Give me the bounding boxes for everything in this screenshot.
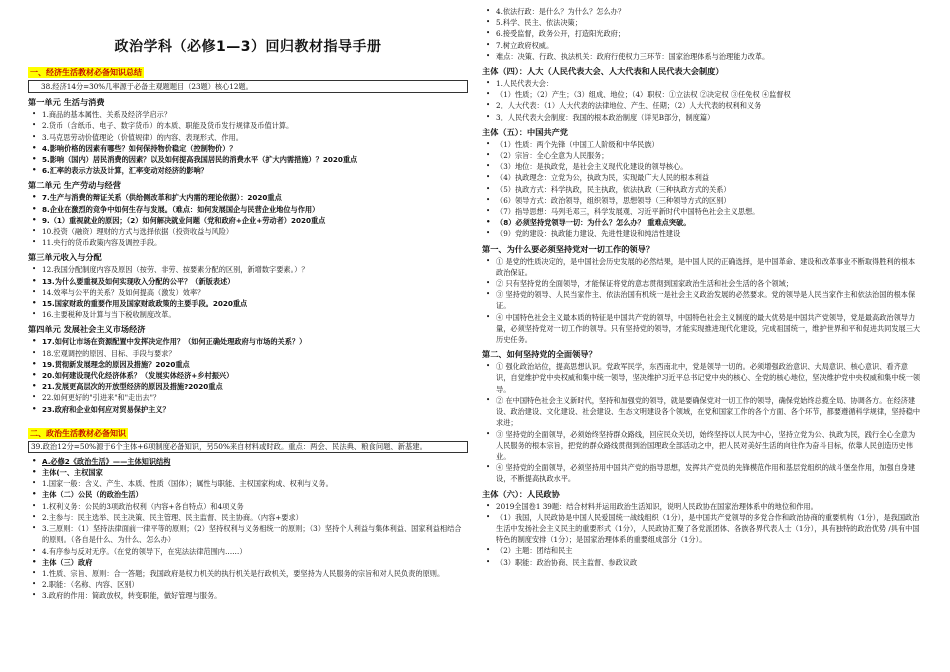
left-column bbox=[28, 0, 468, 602]
q1-answer-list bbox=[482, 256, 922, 346]
economy-summary-box bbox=[28, 80, 468, 93]
politics-summary-text: 39.政治12分=50%源于6个主体+6项制度必备知识，另50%来自材料或时政。重点：两会、民法典、粮食问题、新基建。 bbox=[31, 441, 427, 451]
economy-summary-text: 38.经济14分=30%几率源于必备主观题题目（23题）核心12题。 bbox=[41, 82, 253, 91]
list-item: • 7.树立政府权威。 bbox=[482, 40, 922, 51]
list-item: • 17.如何让市场在资源配置中发挥决定作用？（如何正确处理政府与市场的关系？） bbox=[28, 336, 468, 347]
list-item: • 6.汇率的表示方法及计算，汇率变动对经济的影响？ bbox=[28, 165, 468, 176]
list-item: • ④ 坚持党的全面领导，必须坚持用中国共产党的指导思想，发挥共产党员的先锋模范作用和基层党组织的战斗堡垒作用，加强自身建设，不断提高执政水平。 bbox=[482, 462, 922, 484]
unit4-list bbox=[28, 336, 468, 414]
section-heading-economy: 一、经济生活教材必备知识总结 bbox=[30, 68, 142, 77]
list-item: • 3.三原则：（1）坚持法律面前一律平等的原则；（2）坚持权利与义务相统一的原则；（3）坚持个人利益与集体利益、国家利益相结合的原则。（各自是什么、为什么、怎么办） bbox=[28, 523, 468, 545]
list-item: • 14.效率与公平的关系？及如何提高（激发）效率？ bbox=[28, 287, 468, 298]
politics-list bbox=[28, 456, 468, 602]
right-column bbox=[482, 6, 922, 568]
list-item: • ③ 坚持党的领导、人民当家作主、依法治国有机统一是社会主义政治发展的必然要求。党的领导是人民当家作主和依法治国的根本保证。 bbox=[482, 289, 922, 311]
list-item: • （1）性质；（2）产生；（3）组成、地位；（4）职权：①立法权 ②决定权 ③任免权 ④监督权 bbox=[482, 89, 922, 100]
list-item: • 19.贯彻新发展理念的原因及措施？2020重点 bbox=[28, 359, 468, 370]
list-item: • （7）指导思想：马列毛邓三，科学发展观、习近平新时代中国特色社会主义思想。 bbox=[482, 206, 922, 217]
unit-heading: 第二单元 生产劳动与经营 bbox=[28, 180, 121, 191]
list-item: • （2）主题：团结和民主 bbox=[482, 545, 922, 556]
list-item: • 1.权利义务：公民的3项政治权利（内容+各自特点）和4项义务 bbox=[28, 501, 468, 512]
government-continued-list bbox=[482, 6, 922, 62]
npc-list bbox=[482, 78, 922, 123]
list-item: • 8.企业在激烈的竞争中如何生存与发展。（难点：如何发展国企与民营企业地位与作用） bbox=[28, 204, 468, 215]
list-item: • 1.人民代表大会： bbox=[482, 78, 922, 89]
list-item: • 9.（1）重视就业的原因；（2）如何解决就业问题（党和政府+企业+劳动者）2020重点 bbox=[28, 215, 468, 226]
list-item: • 2.货币（含纸币、电子、数字货币）的本质、职能及货币发行规律及币值计算。 bbox=[28, 120, 468, 131]
list-item: • ① 是党的性质决定的，是中国社会历史发展的必然结果，是中国人民的正确选择，是中国革命、建设和改革事业不断取得胜利的根本政治保证。 bbox=[482, 256, 922, 278]
list-item: • 13.为什么要重视及如何实现收入分配的公平？（新版表述） bbox=[28, 276, 468, 287]
list-item: • A.必修2《政治生活》——主体知识结构 bbox=[28, 456, 468, 467]
question-heading: 第二、如何坚持党的全面领导？ bbox=[482, 349, 597, 360]
list-item: • 难点：决策、行政、执法机关：政府行使权力三环节：国家治理体系与治理能力改革。 bbox=[482, 51, 922, 62]
list-item: • ④ 中国特色社会主义最本质的特征是中国共产党的领导，中国特色社会主义制度的最大优势是中国共产党领导，党是最高政治领导力量，必须坚持党对一切工作的领导。只有坚持党的领导，才能实现推进现代化建设，完成祖国统一，维护世界和平和促进共同发展三大历史任务。 bbox=[482, 312, 922, 346]
list-item: • 21.发展更高层次的开放型经济的原因及措施?2020重点 bbox=[28, 381, 468, 392]
list-item: • 16.主要税种及计算与当下税收制度改革。 bbox=[28, 309, 468, 320]
list-item: • 23.政府和企业如何应对贸易保护主义？ bbox=[28, 404, 468, 415]
list-item: • 3.马克思劳动价值理论（价值规律）的内容、表现形式、作用。 bbox=[28, 132, 468, 143]
list-item: • 2．人大代表：（1）人大代表的法律地位、产生、任期；（2）人大代表的权利和义务 bbox=[482, 100, 922, 111]
list-item: • 4.影响价格的因素有哪些？如何保持物价稳定（控制物价）？ bbox=[28, 143, 468, 154]
subject-heading: 主体（六）：人民政协 bbox=[482, 488, 560, 499]
list-item: • 3.政府的作用：简政放权，转变职能，做好管理与服务。 bbox=[28, 590, 468, 601]
question-heading: 第一、为什么要必须坚持党对一切工作的领导？ bbox=[482, 243, 654, 254]
list-item: • 1.商品的基本属性、关系及经济学启示？ bbox=[28, 109, 468, 120]
list-item: • 1.性质、宗旨、原则：合一答题；我国政府是权力机关的执行机关是行政机关，要坚持为人民服务的宗旨和对人民负责的原则。 bbox=[28, 568, 468, 579]
list-item: • 18.宏观调控的原因、目标、手段与要求？ bbox=[28, 348, 468, 359]
list-item: • 6.接受监督，政务公开，打造阳光政府； bbox=[482, 28, 922, 39]
list-item: • ③ 坚持党的全面领导，必须始终坚持群众路线，回应民众关切，始终坚持以人民为中心，坚持立党为公、执政为民，践行全心全意为人民服务的根本宗旨，把党的群众路线贯彻到治国理政全部活动之中，把人民对美好生活的向往作为奋斗目标，依靠人民创造历史伟业。 bbox=[482, 429, 922, 463]
list-item: • ② 只有坚持党的全面领导，才能保证将党的意志贯彻到国家政治生活和社会生活的各个领域； bbox=[482, 278, 922, 289]
list-item: • 3．人民代表大会制度：我国的根本政治制度（详见B部分，制度篇） bbox=[482, 112, 922, 123]
list-item: • 2.职能：（名称、内容、区别） bbox=[28, 579, 468, 590]
list-item: • ① 强化政治站位，提高思想认识。党政军民学，东西南北中，党是领导一切的。必须增强政治意识、大局意识、核心意识、看齐意识，自觉维护党中央权威和集中统一领导，坚决维护习近平总书记党中央的核心、全党的核心地位，坚决维护党中央权威和集中统一领导。 bbox=[482, 361, 922, 395]
list-item: • ② 在中国特色社会主义新时代，坚持和加强党的领导，就是要确保党对一切工作的领导，确保党始终总揽全局、协调各方。在经济建设、政治建设、文化建设、社会建设、生态文明建设各个领域，在党和国家工作的各个方面、各个环节，都要遵循科学规律，坚持稳中求进； bbox=[482, 395, 922, 429]
list-item: • 主体（二）公民（的政治生活） bbox=[28, 489, 468, 500]
list-item: • （6）领导方式：政治领导，组织领导，思想领导（三种领导方式的区别） bbox=[482, 195, 922, 206]
list-item: • 12.我国分配制度内容及原因（按劳、非劳、按要素分配的区别，新增数字要素。）？ bbox=[28, 264, 468, 275]
list-item: • （1）我国，人民政协是中国人民爱国统一战线组织（1分），是中国共产党领导的多党合作和政治协商的重要机构（1分），是我国政治生活中发扬社会主义民主的重要形式（1分），人民政协汇聚了各党派团体、各族各界代表人士（1分），具有独特的政治优势 /具有中国特色的制度安排（1分）；是国家治理体系的重要组成部分（1分）。 bbox=[482, 512, 922, 546]
list-item: • 4.有序参与反对无序。（在党的领导下，在宪法法律范围内……） bbox=[28, 546, 468, 557]
subject-heading: 主体（五）：中国共产党 bbox=[482, 126, 568, 137]
subject-heading: 主体（四）：人大（人民代表大会、人大代表和人民代表大会制度） bbox=[482, 66, 724, 77]
unit2-list bbox=[28, 192, 468, 248]
list-item: • （3）地位：是执政党，是社会主义现代化建设的领导核心。 bbox=[482, 161, 922, 172]
page-title: 政治学科（必修1—3）回归教材指导手册 bbox=[114, 39, 382, 55]
unit1-list bbox=[28, 109, 468, 176]
list-item: • （4）执政理念：立党为公，执政为民，实现最广大人民的根本利益 bbox=[482, 172, 922, 183]
list-item: • 7.生产与消费的辩证关系（供给侧改革和扩大内需的理论依据）：2020重点 bbox=[28, 192, 468, 203]
list-item: • 5.影响（国内）居民消费的因素？以及如何提高我国居民的消费水平（扩大内需措施）？2020重点 bbox=[28, 154, 468, 165]
unit-heading: 第四单元 发展社会主义市场经济 bbox=[28, 324, 146, 335]
list-item: • （9）党的建设：执政能力建设、先进性建设和纯洁性建设 bbox=[482, 228, 922, 239]
list-item: • 1.国家一般：含义、产生、本质、性质（国体）；属性与职能、主权国家构成、权利与义务。 bbox=[28, 478, 468, 489]
list-item: • （3）职能：政治协商、民主监督、参政议政 bbox=[482, 557, 922, 568]
list-item: • 2019全国卷1 39题：结合材料并运用政治生活知识，说明人民政协在国家治理体系中的地位和作用。 bbox=[482, 501, 922, 512]
list-item: • 10.投资（融资）理财的方式与选择依据（投资收益与风险） bbox=[28, 226, 468, 237]
q2-answer-list bbox=[482, 361, 922, 484]
list-item: • （5）执政方式：科学执政，民主执政，依法执政（三种执政方式的关系） bbox=[482, 184, 922, 195]
list-item: • 4.依法行政：是什么？为什么？怎么办？ bbox=[482, 6, 922, 17]
list-item: • 主体（三）政府 bbox=[28, 557, 468, 568]
list-item: • （2）宗旨：全心全意为人民服务； bbox=[482, 150, 922, 161]
politics-summary-box bbox=[28, 441, 468, 453]
section-heading-politics: 二、政治生活教材必备知识 bbox=[30, 428, 126, 438]
list-item: • （8）必须坚持党领导一切：为什么？怎么办？ 重难点突破。 bbox=[482, 217, 922, 228]
list-item: • 主体(一、主权国家 bbox=[28, 467, 468, 478]
unit-heading: 第三单元收入与分配 bbox=[28, 252, 102, 263]
list-item: • 15.国家财政的重要作用及国家财政政策的主要手段。2020重点 bbox=[28, 298, 468, 309]
unit-heading: 第一单元 生活与消费 bbox=[28, 97, 105, 108]
list-item: • 22.如何更好的"引进来"和"走出去"？ bbox=[28, 392, 468, 403]
list-item: • 20.如何建设现代化经济体系？（发展实体经济+乡村振兴） bbox=[28, 370, 468, 381]
cppcc-list bbox=[482, 501, 922, 568]
cpc-list bbox=[482, 139, 922, 240]
list-item: • （1）性质：两个先锋（中国工人阶级和中华民族） bbox=[482, 139, 922, 150]
list-item: • 2.主参与：民主选举、民主决策、民主管理、民主监督、民主协商。（内容+要求） bbox=[28, 512, 468, 523]
list-item: • 11.央行的货币政策内容及调控手段。 bbox=[28, 237, 468, 248]
list-item: • 5.科学、民主、依法决策； bbox=[482, 17, 922, 28]
unit3-list bbox=[28, 264, 468, 320]
